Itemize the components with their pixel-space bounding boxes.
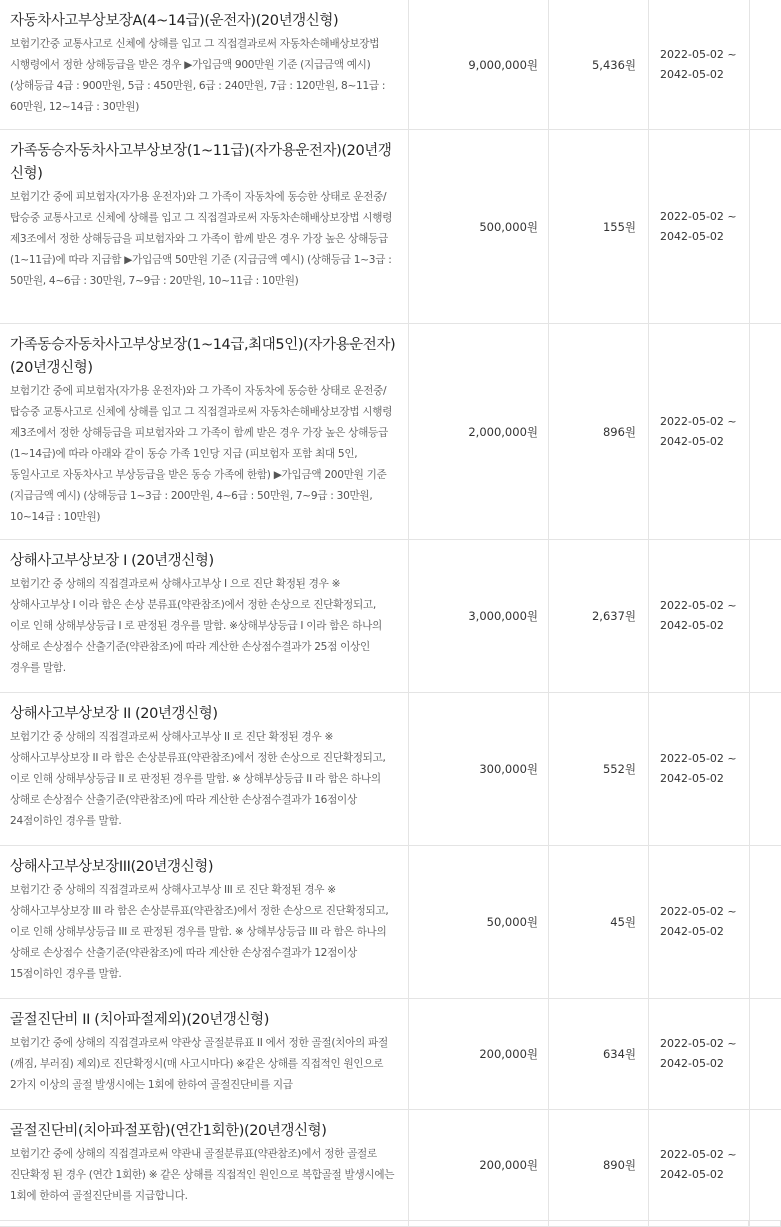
table-row bbox=[0, 1110, 781, 1221]
period-cell bbox=[649, 0, 749, 129]
row-spacer bbox=[749, 1221, 781, 1226]
premium-cell bbox=[549, 1110, 649, 1220]
table-row bbox=[0, 324, 781, 540]
period-cell bbox=[649, 693, 749, 845]
coverage-description: 보험기간 중에 상해의 직접결과로써 약관상 골절분류표 II 에서 정한 골절(치아의 파절(깨짐, 부러짐) 제외)로 진단확정시(매 사고시마다) ※같은 상해를 직접적인 원인으로 2가지 이상의 골절 발생시에는 1회에 한하여 골절진단비를 지급 bbox=[10, 1037, 388, 1091]
coverage-title: 상해사고부상보장III(20년갱신형) bbox=[10, 859, 214, 875]
coverage-description: 보험기간 중에 상해의 직접결과로써 약관내 골절분류표(약관참조)에서 정한 골절로 진단확정 된 경우 (연간 1회한) ※ 같은 상해를 직접적인 원인으로 복합골절 발생시에는 1회에 한하여 골절진단비를 지급합니다. bbox=[10, 1148, 395, 1202]
period-end: 2042-05-02 bbox=[660, 1168, 724, 1181]
premium-amount: 634원 bbox=[602, 1047, 636, 1061]
period-cell bbox=[649, 999, 749, 1109]
row-spacer bbox=[749, 999, 781, 1109]
premium-cell bbox=[549, 130, 649, 323]
coverage-amount-cell bbox=[409, 324, 549, 539]
period-start: 2022-05-02 ~ bbox=[660, 209, 737, 223]
coverage-description: 보험기간 중 상해의 직접결과로써 상해사고부상 II 로 진단 확정된 경우 ※ 상해사고부상보장 II 라 함은 손상분류표(약관참조)에서 정한 손상으로 진단확정되고, 이로 인해 상해부상등급 II 로 판정된 경우를 말함. ※ 상해부상등급 II 라 함은 하나의 상해로 손상점수 산출기준(약관참조)에 따라 계산한 손상점수결과가 16점이상 24점이하인 경우를 말함. bbox=[10, 731, 386, 827]
period-start: 2022-05-02 ~ bbox=[660, 752, 737, 765]
premium-amount: 2,637원 bbox=[591, 609, 636, 623]
premium-amount: 155원 bbox=[602, 219, 636, 234]
row-spacer bbox=[749, 324, 781, 539]
premium-cell bbox=[549, 0, 649, 129]
coverage-description: 보험기간 중에 피보험자(자가용 운전자)와 그 가족이 자동차에 동승한 상태로 운전중/탑승중 교통사고로 신체에 상해를 입고 그 직접결과로써 자동차손해배상보장법 시행령 제3조에서 정한 상해등급을 피보험자와 그 가족이 함께 받은 경우 가장 높은 상해등급(1~11급)에 따라 지급함 ▶가입금액 50만원 기준 (지급금액 예시) (상해등급 1~3급 : 50만원, 4~6급 : 30만원, 7~9급 : 20만원, 10~11급 : 10만원) bbox=[10, 191, 393, 287]
period-cell bbox=[649, 324, 749, 539]
period-cell bbox=[649, 130, 749, 323]
partial-cell bbox=[0, 1221, 409, 1226]
coverage-description-cell bbox=[0, 540, 409, 692]
premium-amount: 5,436원 bbox=[591, 57, 636, 72]
coverage-description-cell bbox=[0, 999, 409, 1109]
premium-cell bbox=[549, 324, 649, 539]
coverage-description-cell bbox=[0, 846, 409, 998]
coverage-amount-cell bbox=[409, 1110, 549, 1220]
period-end: 2042-05-02 bbox=[660, 925, 724, 938]
premium-cell bbox=[549, 540, 649, 692]
period-end: 2042-05-02 bbox=[660, 67, 724, 81]
coverage-amount-cell bbox=[409, 540, 549, 692]
premium-cell bbox=[549, 693, 649, 845]
coverage-title: 골절진단비(치아파절포함)(연간1회한)(20년갱신형) bbox=[10, 1123, 327, 1139]
row-spacer bbox=[749, 130, 781, 323]
coverage-description: 보험기간 중에 피보험자(자가용 운전자)와 그 가족이 자동차에 동승한 상태로 운전중/탑승중 교통사고로 신체에 상해를 입고 그 직접결과로써 자동차손해배상보장법 시행령 제3조에서 정한 상해등급을 피보험자와 그 가족이 함께 받은 경우 가장 높은 상해등급(1~14급)에 따라 아래와 같이 동승 가족 1인당 지급 (피보험자 포함 최대 5인, 동일사고로 자동차사고 부상등급을 받은 동승 가족에 한함) ▶가입금액 200만원 기준 (지급금액 예시) (상해등급 1~3급 : 200만원, 4~6급 : 50만원, 7~9급 : 30만원, 10~14급 : 10만원) bbox=[10, 385, 393, 523]
period-end: 2042-05-02 bbox=[660, 1057, 724, 1070]
coverage-amount: 200,000원 bbox=[479, 1158, 538, 1172]
premium-amount: 45원 bbox=[610, 915, 636, 929]
coverage-amount: 50,000원 bbox=[486, 915, 538, 929]
coverage-description-cell bbox=[0, 693, 409, 845]
table-row bbox=[0, 0, 781, 130]
row-spacer bbox=[749, 846, 781, 998]
row-spacer bbox=[749, 540, 781, 692]
premium-amount: 896원 bbox=[602, 424, 636, 439]
table-row-partial bbox=[0, 1221, 781, 1227]
period-start: 2022-05-02 ~ bbox=[660, 1148, 737, 1161]
row-spacer bbox=[749, 1110, 781, 1220]
table-row bbox=[0, 130, 781, 324]
period-end: 2042-05-02 bbox=[660, 772, 724, 785]
period-start: 2022-05-02 ~ bbox=[660, 47, 737, 61]
period-cell bbox=[649, 1110, 749, 1220]
period-start: 2022-05-02 ~ bbox=[660, 905, 737, 918]
coverage-amount: 500,000원 bbox=[479, 219, 538, 234]
coverage-amount: 2,000,000원 bbox=[468, 424, 538, 439]
table-row bbox=[0, 999, 781, 1110]
coverage-description-cell bbox=[0, 130, 409, 323]
coverage-title: 자동차사고부상보장A(4~14급)(운전자)(20년갱신형) bbox=[10, 13, 339, 29]
premium-cell bbox=[549, 999, 649, 1109]
period-start: 2022-05-02 ~ bbox=[660, 1037, 737, 1050]
coverage-description-cell bbox=[0, 0, 409, 129]
period-start: 2022-05-02 ~ bbox=[660, 599, 737, 612]
coverage-title: 가족동승자동차사고부상보장(1~11급)(자가용운전자)(20년갱신형) bbox=[10, 143, 392, 182]
coverage-title: 상해사고부상보장 II (20년갱신형) bbox=[10, 706, 218, 722]
partial-cell bbox=[549, 1221, 649, 1226]
period-start: 2022-05-02 ~ bbox=[660, 414, 737, 428]
coverage-amount: 300,000원 bbox=[479, 762, 538, 776]
period-cell bbox=[649, 540, 749, 692]
table-row bbox=[0, 693, 781, 846]
premium-amount: 552원 bbox=[602, 762, 636, 776]
coverage-title: 골절진단비 II (치아파절제외)(20년갱신형) bbox=[10, 1012, 269, 1028]
coverage-amount-cell bbox=[409, 846, 549, 998]
coverage-amount: 9,000,000원 bbox=[468, 57, 538, 72]
premium-amount: 890원 bbox=[602, 1158, 636, 1172]
table-row bbox=[0, 846, 781, 999]
coverage-amount-cell bbox=[409, 130, 549, 323]
period-end: 2042-05-02 bbox=[660, 434, 724, 448]
partial-cell bbox=[649, 1221, 749, 1226]
coverage-description: 보험기간 중 상해의 직접결과로써 상해사고부상 I 으로 진단 확정된 경우 ※상해사고부상 I 이라 함은 손상 분류표(약관참조)에서 정한 손상으로 진단확정되고, 이로 인해 상해부상등급 I 로 판정된 경우를 말함. ※상해부상등급 I 이라 함은 하나의 상해로 손상점수 산출기준(약관참조)에 따라 계산한 손상점수결과가 25점 이상인 경우를 말함. bbox=[10, 578, 382, 674]
coverage-amount-cell bbox=[409, 0, 549, 129]
table-row bbox=[0, 540, 781, 693]
coverage-description-cell bbox=[0, 324, 409, 539]
coverage-title: 가족동승자동차사고부상보장(1~14급,최대5인)(자가용운전자)(20년갱신형) bbox=[10, 337, 396, 376]
period-end: 2042-05-02 bbox=[660, 229, 724, 243]
coverage-description: 보험기간 중 상해의 직접결과로써 상해사고부상 III 로 진단 확정된 경우 ※ 상해사고부상보장 III 라 함은 손상분류표(약관참조)에서 정한 손상으로 진단확정되고, 이로 인해 상해부상등급 III 로 판정된 경우를 말함. ※ 상해부상등급 III 라 함은 하나의 상해로 손상점수 산출기준(약관참조)에 따라 계산한 손상점수결과가 12점이상 15점이하인 경우를 말함. bbox=[10, 884, 389, 980]
coverage-description-cell bbox=[0, 1110, 409, 1220]
partial-cell bbox=[409, 1221, 549, 1226]
coverage-amount-cell bbox=[409, 999, 549, 1109]
period-cell bbox=[649, 846, 749, 998]
coverage-amount: 3,000,000원 bbox=[468, 609, 538, 623]
premium-cell bbox=[549, 846, 649, 998]
coverage-amount: 200,000원 bbox=[479, 1047, 538, 1061]
row-spacer bbox=[749, 693, 781, 845]
coverage-amount-cell bbox=[409, 693, 549, 845]
period-end: 2042-05-02 bbox=[660, 619, 724, 632]
coverage-title: 상해사고부상보장 I (20년갱신형) bbox=[10, 553, 214, 569]
row-spacer bbox=[749, 0, 781, 129]
coverage-description: 보험기간중 교통사고로 신체에 상해를 입고 그 직접결과로써 자동차손해배상보장법 시행령에서 정한 상해등급을 받은 경우 ▶가입금액 900만원 기준 (지급금액 예시) (상해등급 4급 : 900만원, 5급 : 450만원, 6급 : 240만원, 7급 : 120만원, 8~11급 : 60만원, 12~14급 : 30만원) bbox=[10, 38, 386, 113]
